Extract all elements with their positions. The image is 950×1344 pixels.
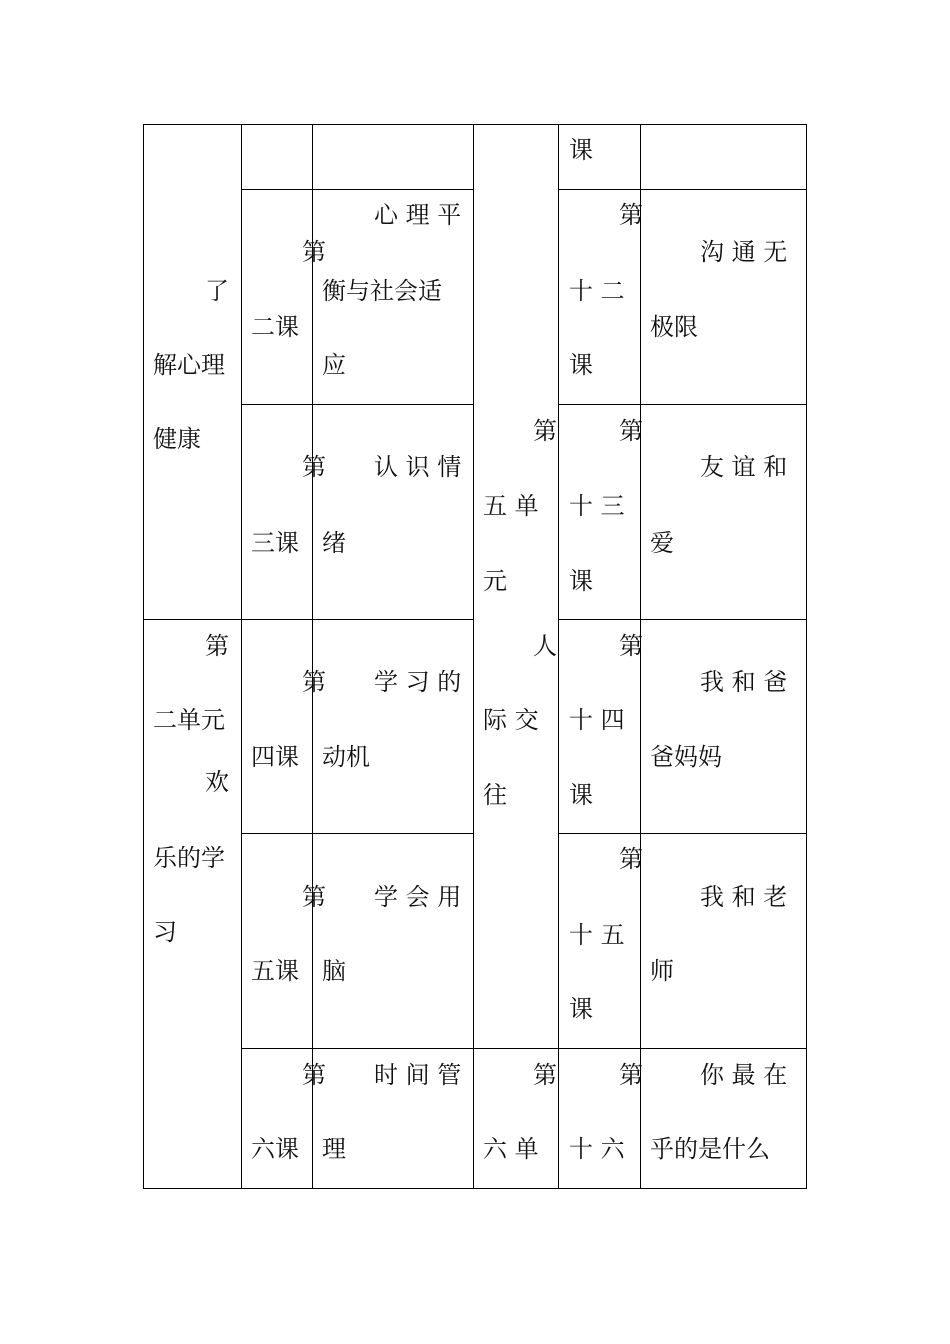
cell-lesson-title: 学 会 用 (374, 883, 462, 911)
cell-left-unit: 二单元 (153, 706, 225, 734)
cell-lesson-title: 理 (322, 1135, 346, 1163)
cell-lesson-title: 动机 (322, 743, 370, 771)
cell-right-lesson-num: 第 (619, 845, 643, 873)
cell-right-lesson-num: 课 (569, 567, 593, 595)
cell-lesson-num: 五课 (251, 957, 299, 985)
cell-right-lesson-num: 课 (569, 351, 593, 379)
cell-right-title: 极限 (650, 313, 698, 341)
cell-right-lesson-num: 第 (619, 201, 643, 229)
cell-right-title: 我 和 老 (700, 883, 788, 911)
cell-lesson-num: 第 (302, 668, 326, 696)
cell-lesson-title: 绪 (322, 529, 346, 557)
cell-lesson-title: 认 识 情 (374, 453, 462, 481)
cell-right-unit: 人 (533, 632, 557, 660)
cell-lesson-title: 学 习 的 (374, 668, 462, 696)
cell-right-lesson-num: 十 三 (569, 492, 625, 520)
row-divider (143, 619, 473, 620)
cell-right-unit: 五 单 (483, 492, 539, 520)
cell-lesson-num: 二课 (251, 313, 299, 341)
cell-right-title: 爱 (650, 529, 674, 557)
cell-right-unit: 第 (533, 417, 557, 445)
cell-right-title: 友 谊 和 (700, 453, 788, 481)
cell-right-unit: 六 单 (483, 1135, 539, 1163)
cell-left-unit: 习 (153, 918, 177, 946)
cell-lesson-num: 第 (302, 238, 326, 266)
row-divider (558, 833, 807, 834)
cell-left-unit: 健康 (153, 425, 201, 453)
cell-lesson-num: 第 (302, 1061, 326, 1089)
cell-lesson-title: 时 间 管 (374, 1061, 462, 1089)
cell-left-unit: 了 (205, 277, 229, 305)
cell-left-unit: 第 (205, 632, 229, 660)
row-divider (241, 1048, 807, 1049)
cell-lesson-num: 第 (302, 883, 326, 911)
cell-lesson-title: 应 (322, 351, 346, 379)
cell-right-lesson-num: 第 (619, 417, 643, 445)
cell-right-lesson-num: 第 (619, 1061, 643, 1089)
cell-lesson-num: 第 (302, 453, 326, 481)
cell-right-unit: 往 (483, 781, 507, 809)
cell-right-lesson-num: 课 (569, 136, 593, 164)
cell-lesson-num: 六课 (251, 1135, 299, 1163)
row-divider (558, 189, 807, 190)
cell-right-title: 师 (650, 957, 674, 985)
cell-left-unit: 乐的学 (153, 844, 225, 872)
cell-lesson-title: 脑 (322, 957, 346, 985)
cell-right-lesson-num: 十 四 (569, 706, 625, 734)
cell-lesson-title: 衡与社会适 (322, 277, 442, 305)
column-divider (558, 124, 559, 1189)
cell-right-unit: 元 (483, 567, 507, 595)
cell-right-lesson-num: 十 二 (569, 277, 625, 305)
table-border-bottom (143, 1188, 807, 1189)
row-divider (241, 404, 473, 405)
cell-right-unit: 第 (533, 1061, 557, 1089)
cell-right-unit: 际 交 (483, 706, 539, 734)
cell-right-title: 我 和 爸 (700, 668, 788, 696)
column-divider (312, 124, 313, 1189)
cell-right-lesson-num: 第 (619, 632, 643, 660)
cell-lesson-num: 三课 (251, 529, 299, 557)
cell-right-lesson-num: 十 六 (569, 1135, 625, 1163)
cell-right-lesson-num: 十 五 (569, 921, 625, 949)
table-border-right (806, 124, 807, 1189)
cell-right-title: 你 最 在 (700, 1061, 788, 1089)
cell-right-lesson-num: 课 (569, 781, 593, 809)
cell-left-unit: 欢 (205, 768, 229, 796)
table-border-left (143, 124, 144, 1189)
cell-right-lesson-num: 课 (569, 995, 593, 1023)
cell-right-title: 乎的是什么 (650, 1135, 770, 1163)
cell-lesson-title: 心 理 平 (374, 201, 462, 229)
cell-left-unit: 解心理 (153, 351, 225, 379)
row-divider (558, 619, 807, 620)
column-divider (473, 124, 474, 1189)
cell-right-title: 沟 通 无 (700, 238, 788, 266)
row-divider (241, 833, 473, 834)
column-divider (241, 124, 242, 1189)
row-divider (241, 189, 473, 190)
cell-right-title: 爸妈妈 (650, 743, 722, 771)
table-border-top (143, 124, 807, 125)
cell-lesson-num: 四课 (251, 743, 299, 771)
row-divider (558, 404, 807, 405)
